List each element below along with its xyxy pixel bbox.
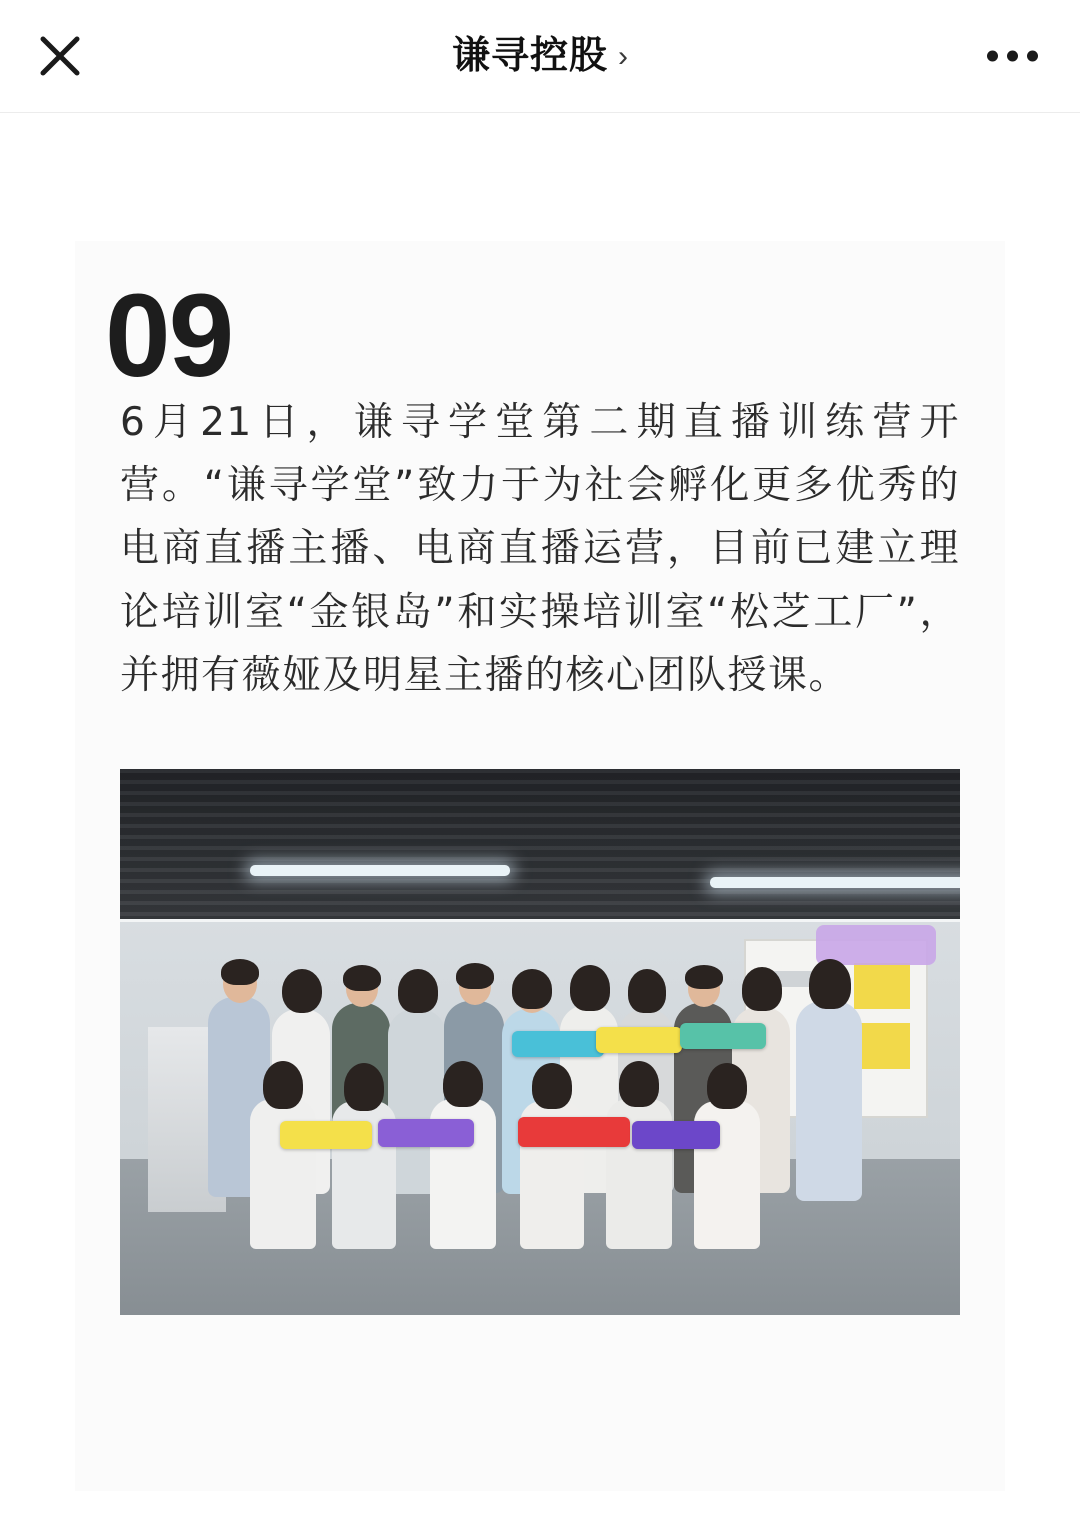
photo-person-hair	[707, 1063, 747, 1109]
photo-person-hair	[398, 969, 438, 1013]
page-title: 谦寻控股	[451, 35, 608, 77]
more-dot	[1007, 51, 1018, 62]
photo-person-hair	[532, 1063, 572, 1109]
photo-person-hair	[685, 965, 723, 989]
article-paragraph: 6月21日，谦寻学堂第二期直播训练营开营。“谦寻学堂”致力于为社会孵化更多优秀的电商直播主播、电商直播运营，目前已建立理论培训室“金银岛”和实操培训室“松芝工厂”，并拥有薇娅及明星主播的核心团队授课。	[120, 400, 960, 698]
photo-sign	[378, 1119, 474, 1147]
photo-person-hair	[619, 1061, 659, 1107]
account-title-button[interactable]	[452, 37, 628, 75]
group-photo[interactable]	[120, 769, 960, 1315]
photo-person-hair	[221, 959, 259, 985]
more-options-icon[interactable]	[981, 41, 1044, 72]
photo-person-hair	[344, 1063, 384, 1111]
photo-sign	[280, 1121, 372, 1149]
photo-person-hair	[282, 969, 322, 1013]
more-dot	[987, 51, 998, 62]
photo-person-hair	[443, 1061, 483, 1107]
photo-sign	[680, 1023, 766, 1049]
photo-person-hair	[512, 969, 552, 1009]
article-content	[0, 241, 1080, 1491]
chevron-right-icon: ›	[618, 40, 628, 73]
board-block	[854, 963, 910, 1009]
photo-person-hair	[628, 969, 666, 1013]
section-number: 09	[105, 270, 233, 402]
ceiling-light	[710, 877, 960, 888]
photo-person-hair	[456, 963, 494, 989]
article-card	[75, 241, 1005, 1491]
ceiling-light	[250, 865, 510, 876]
photo-person-hair	[343, 965, 381, 991]
photo-person-hair	[263, 1061, 303, 1109]
photo-person-hair	[742, 967, 782, 1011]
photo-person-host	[796, 1001, 862, 1201]
more-dot	[1027, 51, 1038, 62]
photo-person-hair	[809, 959, 851, 1009]
photo-wall-trim	[120, 919, 960, 922]
top-navigation-bar	[0, 0, 1080, 113]
close-icon[interactable]	[32, 28, 88, 84]
photo-sign	[512, 1031, 604, 1057]
photo-ceiling	[120, 769, 960, 919]
photo-sign	[518, 1117, 630, 1147]
photo-person-hair	[570, 965, 610, 1011]
board-block	[854, 1023, 910, 1069]
photo-sign	[596, 1027, 682, 1053]
photo-sign	[632, 1121, 720, 1149]
